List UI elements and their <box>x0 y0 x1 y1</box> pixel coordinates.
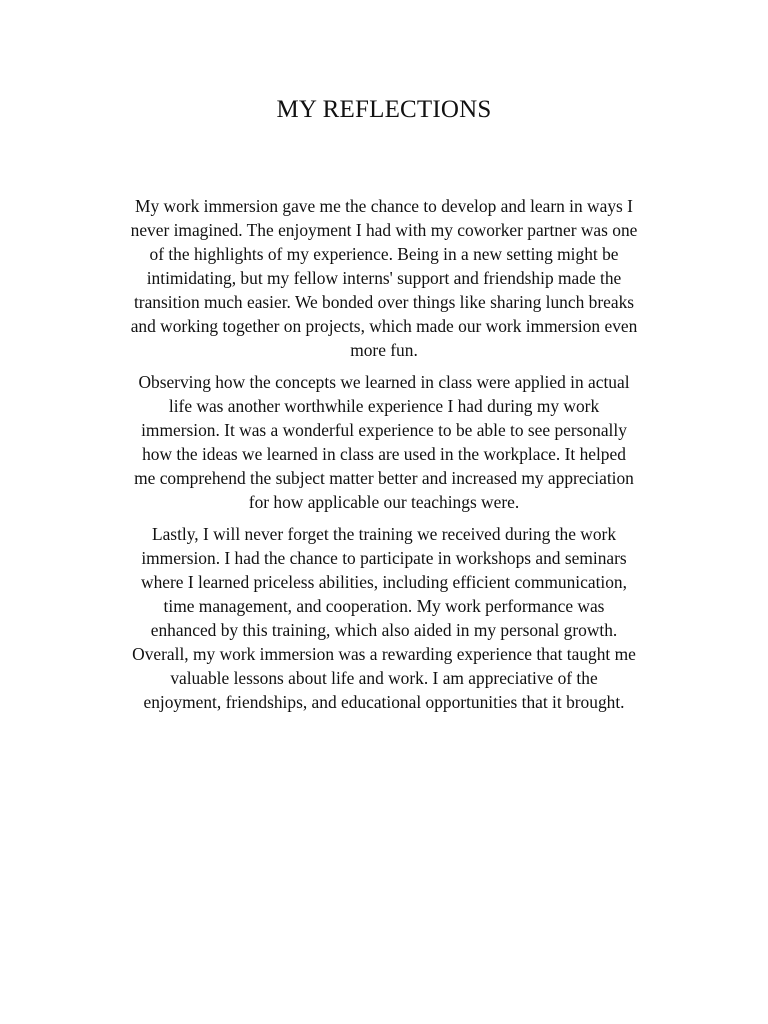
text-line: valuable lessons about life and work. I am appreciative of the <box>170 668 598 688</box>
text-line: My work immersion gave me the chance to develop and learn in ways I <box>135 196 633 216</box>
text-line: Overall, my work immersion was a rewarding experience that taught me <box>132 644 636 664</box>
text-line: me comprehend the subject matter better and increased my appreciation <box>134 468 634 488</box>
document-body <box>80 194 688 722</box>
text-line: Lastly, I will never forget the training we received during the work <box>151 524 617 544</box>
text-line: more fun. <box>350 340 418 360</box>
text-line: where I learned priceless abilities, including efficient communication, <box>141 572 627 592</box>
text-line: of the highlights of my experience. Being in a new setting might be <box>149 244 619 264</box>
text-line: time management, and cooperation. My work performance was <box>163 596 605 616</box>
text-line: never imagined. The enjoyment I had with my coworker partner was one <box>130 220 638 240</box>
text-line: Observing how the concepts we learned in class were applied in actual <box>138 372 630 392</box>
text-line: immersion. I had the chance to participate in workshops and seminars <box>141 548 627 568</box>
text-line: and working together on projects, which made our work immersion even <box>130 316 638 336</box>
text-line: for how applicable our teachings were. <box>248 492 520 512</box>
text-line: enhanced by this training, which also aided in my personal growth. <box>150 620 618 640</box>
text-line: immersion. It was a wonderful experience to be able to see personally <box>141 420 627 440</box>
page-title: MY REFLECTIONS <box>276 96 492 123</box>
text-line: transition much easier. We bonded over things like sharing lunch breaks <box>133 292 635 312</box>
paragraph-3 <box>80 522 688 714</box>
text-line: how the ideas we learned in class are used in the workplace. It helped <box>142 444 626 464</box>
text-line: enjoyment, friendships, and educational opportunities that it brought. <box>143 692 625 712</box>
text-line: life was another worthwhile experience I had during my work <box>168 396 600 416</box>
text-line: intimidating, but my fellow interns' support and friendship made the <box>146 268 622 288</box>
paragraph-1 <box>80 194 688 362</box>
paragraph-2 <box>80 370 688 514</box>
